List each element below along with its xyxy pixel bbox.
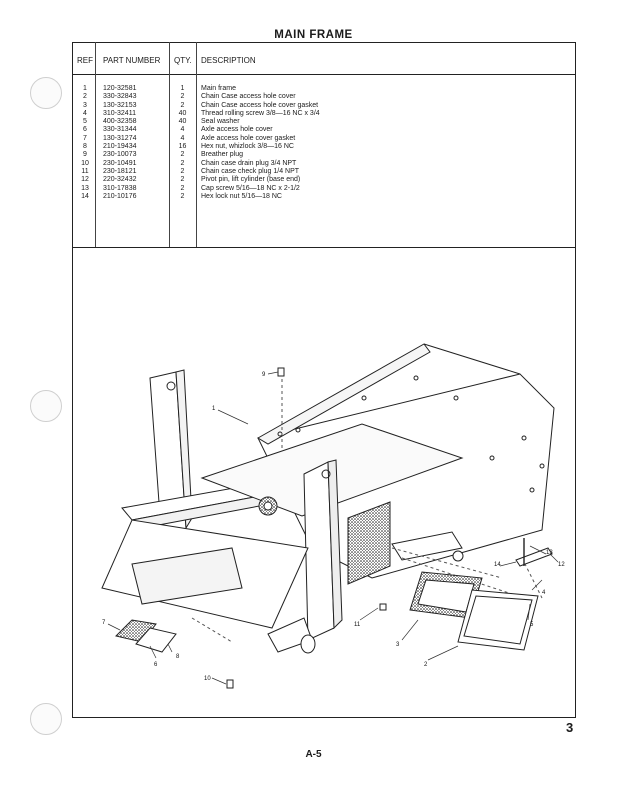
cell-qty: 4 bbox=[180, 126, 185, 134]
punch-hole-top bbox=[30, 77, 62, 109]
cell-description: Thread rolling screw 3/8—16 NC x 3/4 bbox=[201, 109, 320, 117]
cell-description: Axle access hole cover gasket bbox=[201, 134, 296, 142]
callout-10: 10 bbox=[204, 676, 211, 682]
section-marker: 3 bbox=[566, 720, 574, 735]
cell-part-number: 130-32153 bbox=[103, 101, 137, 109]
cell-qty: 2 bbox=[180, 184, 185, 192]
cell-ref: 2 bbox=[83, 93, 87, 101]
cell-ref: 1 bbox=[83, 85, 87, 92]
cell-part-number: 330-31344 bbox=[103, 126, 137, 134]
cell-part-number: 330-32843 bbox=[103, 93, 137, 101]
ref-column bbox=[76, 85, 94, 201]
callout-12: 12 bbox=[558, 562, 565, 568]
cell-part-number: 120-32581 bbox=[103, 85, 137, 92]
callout-1: 1 bbox=[212, 406, 216, 412]
header-part-number: PART NUMBER bbox=[103, 56, 161, 65]
cell-qty: 40 bbox=[178, 118, 187, 126]
cell-qty: 1 bbox=[180, 85, 185, 92]
cell-part-number: 230-18121 bbox=[103, 167, 137, 175]
column-divider-qty bbox=[196, 42, 197, 247]
cell-qty: 16 bbox=[178, 143, 187, 151]
punch-hole-bottom bbox=[30, 703, 62, 735]
part-number-column bbox=[103, 85, 136, 201]
main-frame-exploded-drawing bbox=[72, 248, 576, 717]
cell-description: Hex lock nut 5/16—18 NC bbox=[201, 192, 282, 200]
cell-part-number: 310-17838 bbox=[103, 184, 137, 192]
callout-6: 6 bbox=[154, 662, 158, 668]
cell-ref: 7 bbox=[83, 134, 87, 142]
cell-ref: 11 bbox=[81, 167, 89, 175]
header-qty: QTY. bbox=[174, 56, 192, 65]
cell-description: Chain Case access hole cover bbox=[201, 93, 296, 101]
cell-ref: 6 bbox=[83, 126, 87, 134]
page-number: A-5 bbox=[305, 749, 322, 760]
cell-ref: 3 bbox=[83, 101, 87, 109]
cell-part-number: 230-10073 bbox=[103, 151, 137, 159]
cell-qty: 40 bbox=[178, 109, 187, 117]
cell-part-number: 210-19434 bbox=[103, 143, 137, 151]
cell-ref: 13 bbox=[81, 184, 89, 192]
cell-qty: 2 bbox=[180, 192, 185, 200]
cell-qty: 2 bbox=[180, 151, 185, 159]
cell-description: Axle access hole cover bbox=[201, 126, 273, 134]
header-description: DESCRIPTION bbox=[201, 56, 256, 65]
cell-ref: 12 bbox=[81, 176, 89, 184]
callout-2: 2 bbox=[424, 662, 428, 668]
callout-13: 13 bbox=[546, 550, 553, 556]
callout-14: 14 bbox=[494, 562, 501, 568]
cell-ref: 14 bbox=[81, 192, 89, 200]
cell-part-number: 210-10176 bbox=[103, 192, 137, 200]
cell-ref: 5 bbox=[83, 118, 87, 126]
cell-qty: 2 bbox=[180, 167, 185, 175]
callout-3: 3 bbox=[396, 642, 400, 648]
column-divider-ref bbox=[95, 42, 96, 247]
callout-7: 7 bbox=[102, 620, 106, 626]
page-title: MAIN FRAME bbox=[274, 29, 353, 41]
cell-qty: 2 bbox=[180, 176, 185, 184]
cell-description: Chain case drain plug 3/4 NPT bbox=[201, 159, 297, 167]
cell-ref: 4 bbox=[83, 109, 87, 117]
check-plug bbox=[380, 604, 386, 610]
cell-part-number: 130-31274 bbox=[103, 134, 137, 142]
cell-description: Cap screw 5/16—18 NC x 2-1/2 bbox=[201, 184, 300, 192]
header-rule bbox=[72, 74, 576, 75]
cell-description: Breather plug bbox=[201, 151, 244, 159]
cell-description: Seal washer bbox=[201, 118, 240, 126]
callout-8: 8 bbox=[176, 654, 180, 660]
cell-qty: 2 bbox=[180, 93, 185, 101]
cell-ref: 10 bbox=[81, 159, 89, 167]
punch-hole-middle bbox=[30, 390, 62, 422]
cell-part-number: 310-32411 bbox=[103, 109, 136, 117]
breather-plug bbox=[278, 368, 284, 376]
cell-part-number: 230-10491 bbox=[103, 159, 137, 167]
cell-part-number: 400-32358 bbox=[103, 118, 137, 126]
header-ref: REF bbox=[77, 56, 93, 65]
callout-4: 4 bbox=[542, 590, 546, 596]
cell-description: Pivot pin, lift cylinder (base end) bbox=[201, 176, 301, 184]
callout-5: 5 bbox=[530, 622, 534, 628]
cell-ref: 9 bbox=[83, 151, 87, 159]
cell-part-number: 220-32432 bbox=[103, 176, 137, 184]
cell-qty: 4 bbox=[180, 134, 185, 142]
cell-description: Chain Case access hole cover gasket bbox=[201, 101, 319, 109]
cell-description: Hex nut, whizlock 3/8—16 NC bbox=[201, 143, 294, 151]
callout-9: 9 bbox=[262, 372, 266, 378]
qty-column bbox=[170, 85, 195, 201]
cell-description: Main frame bbox=[201, 85, 237, 92]
description-column bbox=[201, 85, 320, 201]
cell-qty: 2 bbox=[180, 159, 185, 167]
cell-qty: 2 bbox=[180, 101, 185, 109]
callout-11: 11 bbox=[354, 622, 361, 628]
cell-ref: 8 bbox=[83, 143, 87, 151]
cell-description: Chain case check plug 1/4 NPT bbox=[201, 167, 300, 175]
drain-plug bbox=[227, 680, 233, 688]
